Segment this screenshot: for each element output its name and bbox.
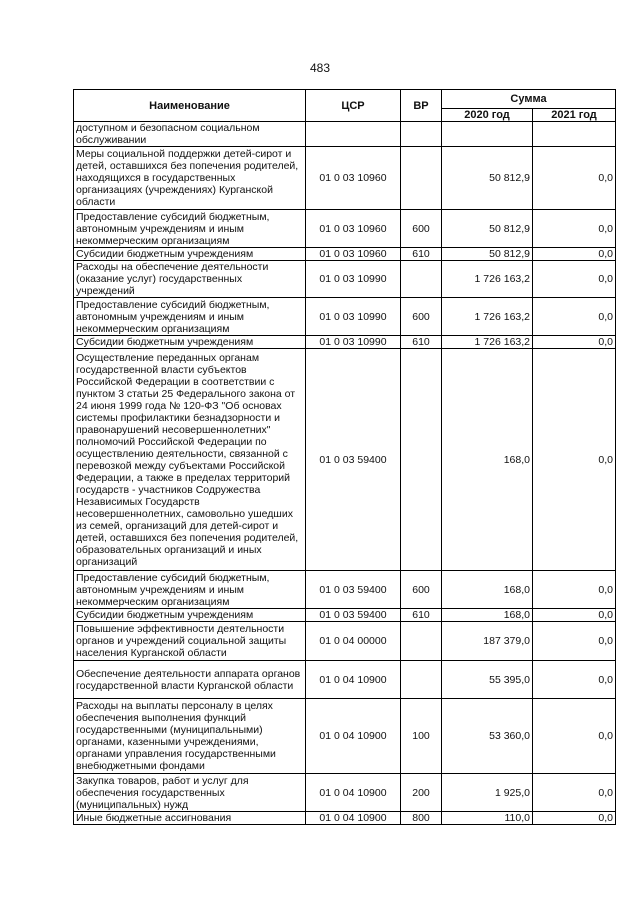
row-vr-cell [401,349,442,571]
row-vr-cell: 800 [401,812,442,825]
row-vr-cell [401,122,442,147]
row-name-cell: Расходы на обеспечение деятельности (оказание услуг) государственных учреждений [74,261,306,298]
table-row [74,812,616,825]
row-name-cell: Субсидии бюджетным учреждениям [74,336,306,349]
row-2021-value: 0,0 [533,248,616,261]
row-csr-cell: 01 0 04 10900 [306,661,401,699]
row-csr-cell: 01 0 03 10960 [306,248,401,261]
row-2021-value: 0,0 [533,261,616,298]
table-row [74,609,616,622]
row-name-cell: Иные бюджетные ассигнования [74,812,306,825]
table-row [74,210,616,248]
row-2021-value [533,122,616,147]
row-2020-value: 168,0 [442,571,533,609]
header-name: Наименование [74,90,306,122]
table-row [74,298,616,336]
row-2021-value: 0,0 [533,661,616,699]
row-name-cell: Повышение эффективности деятельности органов и учреждений социальной защиты населения Курганской области [74,622,306,661]
row-name-cell: Меры социальной поддержки детей-сирот и детей, оставшихся без попечения родителей, находящихся в государственных организациях (учреждениях) Курганской области [74,147,306,210]
row-name-cell: Субсидии бюджетным учреждениям [74,609,306,622]
row-vr-cell [401,261,442,298]
table-row [74,261,616,298]
row-2021-value: 0,0 [533,622,616,661]
row-2021-value: 0,0 [533,147,616,210]
table-row [74,571,616,609]
row-name-cell: доступном и безопасном социальном обслуживании [74,122,306,147]
row-2020-value: 110,0 [442,812,533,825]
row-2021-value: 0,0 [533,349,616,571]
row-vr-cell: 600 [401,210,442,248]
row-2020-value: 168,0 [442,349,533,571]
row-name-cell: Обеспечение деятельности аппарата органов государственной власти Курганской области [74,661,306,699]
row-2020-value: 50 812,9 [442,210,533,248]
row-csr-cell: 01 0 03 10960 [306,147,401,210]
row-name-cell: Предоставление субсидий бюджетным, автономным учреждениям и иным некоммерческим организациям [74,571,306,609]
row-csr-cell: 01 0 04 00000 [306,622,401,661]
table-body [74,122,616,825]
row-name-cell: Закупка товаров, работ и услуг для обеспечения государственных (муниципальных) нужд [74,774,306,812]
row-vr-cell: 600 [401,571,442,609]
row-csr-cell: 01 0 03 10960 [306,210,401,248]
row-name-cell: Предоставление субсидий бюджетным, автономным учреждениям и иным некоммерческим организациям [74,298,306,336]
row-2021-value: 0,0 [533,571,616,609]
row-2020-value: 1 726 163,2 [442,298,533,336]
table-row [74,699,616,774]
row-csr-cell: 01 0 03 10990 [306,336,401,349]
page-number: 483 [309,61,331,75]
row-vr-cell: 100 [401,699,442,774]
header-sum: Сумма [442,90,616,109]
budget-table [73,89,616,825]
row-vr-cell [401,147,442,210]
table-row [74,622,616,661]
row-csr-cell: 01 0 03 59400 [306,571,401,609]
row-2020-value: 53 360,0 [442,699,533,774]
row-vr-cell: 610 [401,609,442,622]
table-row [74,349,616,571]
row-csr-cell [306,122,401,147]
row-2021-value: 0,0 [533,298,616,336]
header-year-2021: 2021 год [533,109,616,122]
row-2021-value: 0,0 [533,609,616,622]
row-2020-value: 50 812,9 [442,147,533,210]
row-2020-value: 1 726 163,2 [442,261,533,298]
row-vr-cell: 610 [401,248,442,261]
row-2020-value: 1 925,0 [442,774,533,812]
table-row [74,147,616,210]
row-vr-cell: 600 [401,298,442,336]
row-csr-cell: 01 0 03 59400 [306,349,401,571]
row-csr-cell: 01 0 04 10900 [306,699,401,774]
row-csr-cell: 01 0 04 10900 [306,812,401,825]
table-row [74,661,616,699]
row-2020-value: 50 812,9 [442,248,533,261]
header-year-2020: 2020 год [442,109,533,122]
row-csr-cell: 01 0 03 59400 [306,609,401,622]
row-vr-cell [401,622,442,661]
row-2021-value: 0,0 [533,336,616,349]
row-vr-cell: 610 [401,336,442,349]
table-row [74,774,616,812]
row-2020-value: 1 726 163,2 [442,336,533,349]
row-2020-value [442,122,533,147]
row-2021-value: 0,0 [533,812,616,825]
row-csr-cell: 01 0 03 10990 [306,298,401,336]
row-name-cell: Предоставление субсидий бюджетным, автономным учреждениям и иным некоммерческим организациям [74,210,306,248]
table-row [74,248,616,261]
header-vr: ВР [401,90,442,122]
row-name-cell: Субсидии бюджетным учреждениям [74,248,306,261]
row-name-cell: Расходы на выплаты персоналу в целях обеспечения выполнения функций государственными (муниципальными) органами, казенными учреждениями, органами управления государственными внебюджетными фондами [74,699,306,774]
row-2021-value: 0,0 [533,210,616,248]
row-csr-cell: 01 0 04 10900 [306,774,401,812]
row-csr-cell: 01 0 03 10990 [306,261,401,298]
row-vr-cell: 200 [401,774,442,812]
row-2021-value: 0,0 [533,774,616,812]
row-2020-value: 168,0 [442,609,533,622]
row-2020-value: 55 395,0 [442,661,533,699]
table-row [74,336,616,349]
row-vr-cell [401,661,442,699]
row-2021-value: 0,0 [533,699,616,774]
row-2020-value: 187 379,0 [442,622,533,661]
row-name-cell: Осуществление переданных органам государственной власти субъектов Российской Федерации в соответствии с пунктом 3 статьи 25 Федерального закона от 24 июня 1999 года № 120-ФЗ "Об основах системы профилактики безнадзорности и правонарушений несовершеннолетних" полномочий Российской Федерации по осуществлению деятельности, связанной с перевозкой между субъектами Российской Федерации, а также в пределах территорий государств - участников Содружества Независимых Государств несовершеннолетних, самовольно ушедших из семей, организаций для детей-сирот и детей, оставшихся без попечения родителей, образовательных организаций и иных организаций [74,349,306,571]
header-csr: ЦСР [306,90,401,122]
table-row [74,122,616,147]
